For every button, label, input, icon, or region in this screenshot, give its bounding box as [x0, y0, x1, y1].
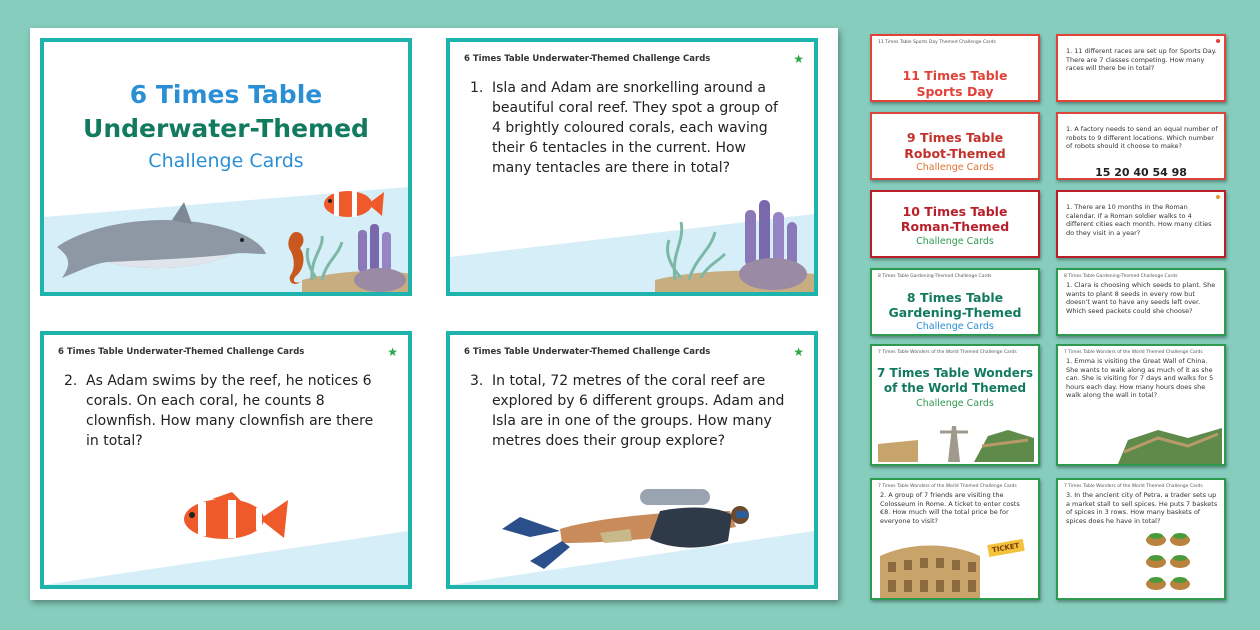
ticket-icon: TICKET — [987, 539, 1024, 557]
great-wall-icon — [1118, 420, 1222, 464]
mini-title-1: 8 Times Table — [906, 290, 1004, 305]
mini-header: 7 Times Table Wonders of the World Themed Challenge Cards — [1064, 484, 1203, 489]
star-icon: ★ — [387, 345, 398, 359]
mini-header: 11 Times Table Sports Day Themed Challenge Cards — [878, 40, 996, 45]
question-number: 3. — [470, 373, 484, 389]
mini-title-2: Gardening-Themed — [888, 305, 1022, 320]
worksheet-page — [30, 28, 838, 600]
question-card-3 — [446, 331, 818, 589]
mini-header: 8 Times Table Gardening-Themed Challenge Cards — [878, 274, 992, 279]
dolphin-icon — [52, 192, 272, 282]
mini-header: 8 Times Table Gardening-Themed Challenge Cards — [1064, 274, 1178, 279]
question-1 — [470, 78, 788, 178]
mini-subtitle: Challenge Cards — [916, 321, 994, 332]
mini-question: 1. There are 10 months in the Roman calendar. If a Roman soldier walks to 4 different cities each month. How many cities do they visit in a year? — [1066, 203, 1212, 237]
deck-card-9[interactable] — [1056, 112, 1226, 180]
question-text: As Adam swims by the reef, he notices 6 corals. On each coral, he counts 8 clownfish. How many clownfish are there in total? — [86, 373, 374, 449]
dot-icon — [1216, 39, 1220, 43]
card-header: 6 Times Table Underwater-Themed Challenge Cards — [58, 347, 305, 357]
spice-baskets-icon — [1142, 528, 1202, 598]
mini-subtitle: Challenge Cards — [916, 236, 994, 247]
coral-reef-icon — [655, 192, 815, 296]
deck-cover-9[interactable] — [870, 112, 1040, 180]
clownfish-icon — [172, 490, 290, 548]
deck-cover-8[interactable] — [870, 268, 1040, 336]
mini-title-2: of the World Themed — [883, 381, 1027, 395]
mini-title-1: 9 Times Table — [906, 130, 1004, 145]
mini-title-1: 7 Times Table Wonders — [877, 366, 1033, 380]
question-number: 1. — [470, 80, 484, 96]
dot-icon — [1216, 195, 1220, 199]
deck-card-8[interactable] — [1056, 268, 1226, 336]
mini-question: 1. Emma is visiting the Great Wall of China. She wants to walk along as much of it as she can. She is visiting for 7 days and walks for 5 hours each day. How many hours does she walk along the wall in total? — [1066, 357, 1214, 399]
mini-question: 1. Clara is choosing which seeds to plant. She wants to plant 8 seeds in every row but doesn't want to have any seeds left over. Which seed packets could she choose? — [1066, 281, 1216, 315]
mini-title-2: Robot-Themed — [904, 146, 1006, 161]
star-icon: ★ — [793, 345, 804, 359]
deck-cover-11[interactable] — [870, 34, 1040, 102]
scuba-diver-icon — [500, 481, 760, 571]
related-decks-stack — [866, 30, 1234, 602]
coral-reef-icon — [302, 218, 412, 296]
title-line-3: Challenge Cards — [148, 150, 304, 172]
mini-title-1: 11 Times Table — [902, 68, 1008, 83]
deck-card-7-q3[interactable] — [1056, 478, 1226, 600]
star-icon: ★ — [793, 52, 804, 66]
mini-header: 7 Times Table Wonders of the World Themed Challenge Cards — [878, 350, 1017, 355]
deck-cover-10[interactable] — [870, 190, 1040, 258]
question-text: In total, 72 metres of the coral reef are explored by 6 different groups. Adam and Isla are in one of the groups. How many metres does their group explore? — [492, 373, 785, 449]
mini-title-2: Sports Day — [916, 84, 994, 99]
mini-header: 7 Times Table Wonders of the World Themed Challenge Cards — [878, 484, 1017, 489]
mini-question: 1. 11 different races are set up for Sports Day. There are 7 classes competing. How many races will there be in total? — [1066, 47, 1217, 72]
title-line-2: Underwater-Themed — [83, 114, 369, 143]
question-card-1 — [446, 38, 818, 296]
mini-subtitle: Challenge Cards — [916, 162, 994, 173]
landmarks-icon — [878, 416, 1034, 462]
deck-card-7[interactable] — [1056, 344, 1226, 466]
card-header: 6 Times Table Underwater-Themed Challenge Cards — [464, 347, 711, 357]
mini-title-2: Roman-Themed — [900, 219, 1010, 234]
mini-question: 1. A factory needs to send an equal number of robots to 9 different locations. Which number of robots should it choose to make? — [1066, 125, 1218, 150]
colosseum-icon — [880, 536, 980, 598]
deck-card-11[interactable] — [1056, 34, 1226, 102]
mini-subtitle: Challenge Cards — [916, 398, 994, 409]
title-line-1: 6 Times Table — [129, 80, 323, 109]
question-3 — [470, 371, 788, 451]
mini-question: 2. A group of 7 friends are visiting the Colosseum in Rome. A ticket to enter costs €8. How much will the total price be for everyone to visit? — [880, 491, 1020, 525]
card-header: 6 Times Table Underwater-Themed Challenge Cards — [464, 54, 711, 64]
deck-card-7-q2[interactable] — [870, 478, 1040, 600]
mini-question: 3. In the ancient city of Petra, a trader sets up a market stall to sell spices. He puts 7 baskets of spices in 3 rows. How many baskets of spices does he have in total? — [1066, 491, 1218, 525]
deck-cover-7[interactable] — [870, 344, 1040, 466]
mini-header: 7 Times Table Wonders of the World Themed Challenge Cards — [1064, 350, 1203, 355]
title-card — [40, 38, 412, 296]
deck-card-10[interactable] — [1056, 190, 1226, 258]
mini-title-1: 10 Times Table — [902, 204, 1008, 219]
question-card-2 — [40, 331, 412, 589]
question-2 — [64, 371, 382, 451]
number-sequence: 15 20 40 54 98 — [1095, 166, 1187, 179]
question-number: 2. — [64, 373, 78, 389]
question-text: Isla and Adam are snorkelling around a beautiful coral reef. They spot a group of 4 brightly coloured corals, each waving their 6 tentacles in the current. How many tentacles are there in total? — [492, 80, 778, 176]
